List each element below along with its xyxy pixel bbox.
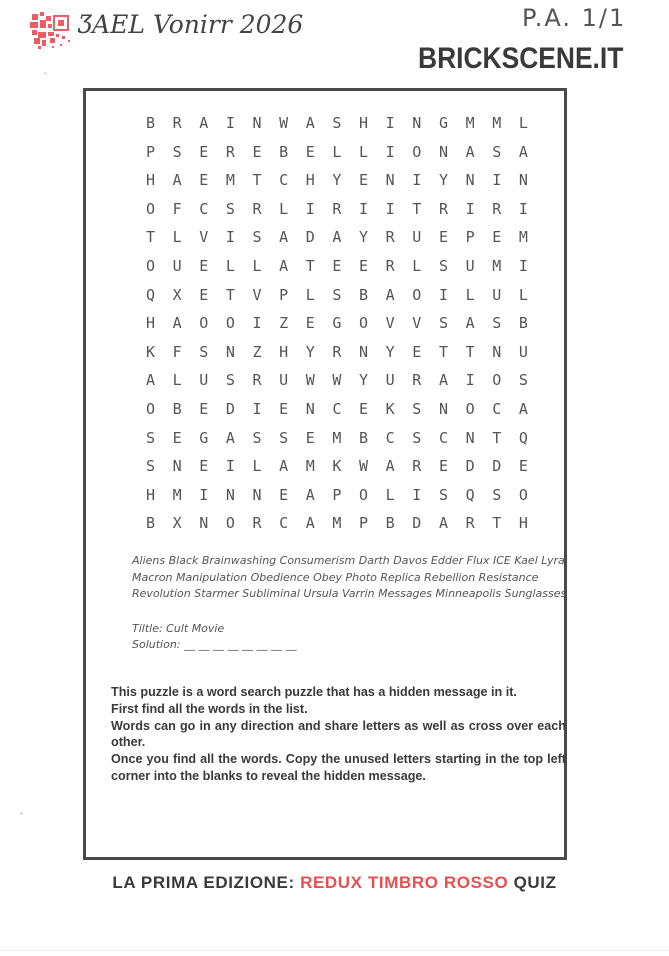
- grid-row: QXETVPLSBAOILUL: [146, 285, 546, 304]
- grid-row: BXNORCAMPBDARTH: [146, 514, 546, 533]
- paper-speck: [44, 72, 47, 75]
- footer-title: [0, 873, 669, 893]
- word-list-line: Revolution Starmer Subliminal Ursula Varrin Messages Minneapolis Sunglasses: [132, 587, 567, 600]
- footer-part-1: LA PRIMA EDIZIONE:: [112, 873, 301, 892]
- paper-speck: [20, 812, 23, 815]
- grid-row: BRAINWASHINGMML: [146, 114, 546, 132]
- instruction-line: This puzzle is a word search puzzle that has a hidden message in it.: [111, 685, 517, 699]
- puzzle-title: Tiltle: Cult Movie: [132, 622, 225, 635]
- word-list: [132, 553, 567, 603]
- grid-row: ALUSRUWWYURAIOS: [146, 371, 546, 390]
- grid-row: HAOOIZEGOVVSASB: [146, 314, 546, 333]
- grid-row: PSEREBELLIONASA: [146, 142, 546, 161]
- word-list-line: Macron Manipulation Obedience Obey Photo Replica Rebellion Resistance: [132, 570, 539, 584]
- grid-row: HMINNEAPOLISQSO: [146, 485, 546, 504]
- instruction-line: Once you find all the words. Copy the unused letters starting in the top left corner into the blanks to reveal the hidden message.: [111, 752, 566, 783]
- footer-part-3: QUIZ: [508, 873, 557, 892]
- grid-row: OUELLATEERLSUMI: [146, 256, 546, 275]
- grid-row: SNEILAMKWAREDDE: [146, 457, 546, 476]
- grid-row: TLVISADAYRUEPEM: [146, 228, 546, 247]
- instruction-line: First find all the words in the list.: [111, 701, 308, 716]
- grid-row: OFCSRLIRIITRIRI: [146, 199, 546, 218]
- paper-edge: [0, 950, 669, 951]
- instruction-line: Words can go in any direction and share letters as well as cross over each other.: [111, 718, 566, 750]
- grid-row: SEGASSEMBCSCNTQ: [146, 428, 546, 447]
- brand-logo: BRICKSCENE.IT: [417, 42, 623, 75]
- grid-row: HAEMTCHYENIYNIN: [146, 171, 546, 190]
- qr-stamp-icon: [28, 10, 74, 54]
- word-search-grid: [146, 109, 546, 538]
- grid-row: KFSNZHYRNYETTNU: [146, 342, 546, 361]
- word-list-line: Aliens Black Brainwashing Consumerism Darth Davos Edder Flux ICE Kael Lyra: [132, 554, 565, 567]
- handwritten-signature: ƷAEL Vonirr 2026: [78, 10, 304, 39]
- page-mark: P.A. 1/1: [522, 4, 627, 32]
- grid-row: OBEDIENCEKSNOCA: [146, 399, 546, 418]
- footer-part-red: REDUX TIMBRO ROSSO: [300, 873, 509, 892]
- puzzle-title-block: [132, 621, 297, 653]
- solution-blanks: Solution: __ __ __ __ __ __ __ __: [132, 638, 297, 651]
- puzzle-frame: [83, 88, 567, 860]
- instructions: [111, 684, 566, 785]
